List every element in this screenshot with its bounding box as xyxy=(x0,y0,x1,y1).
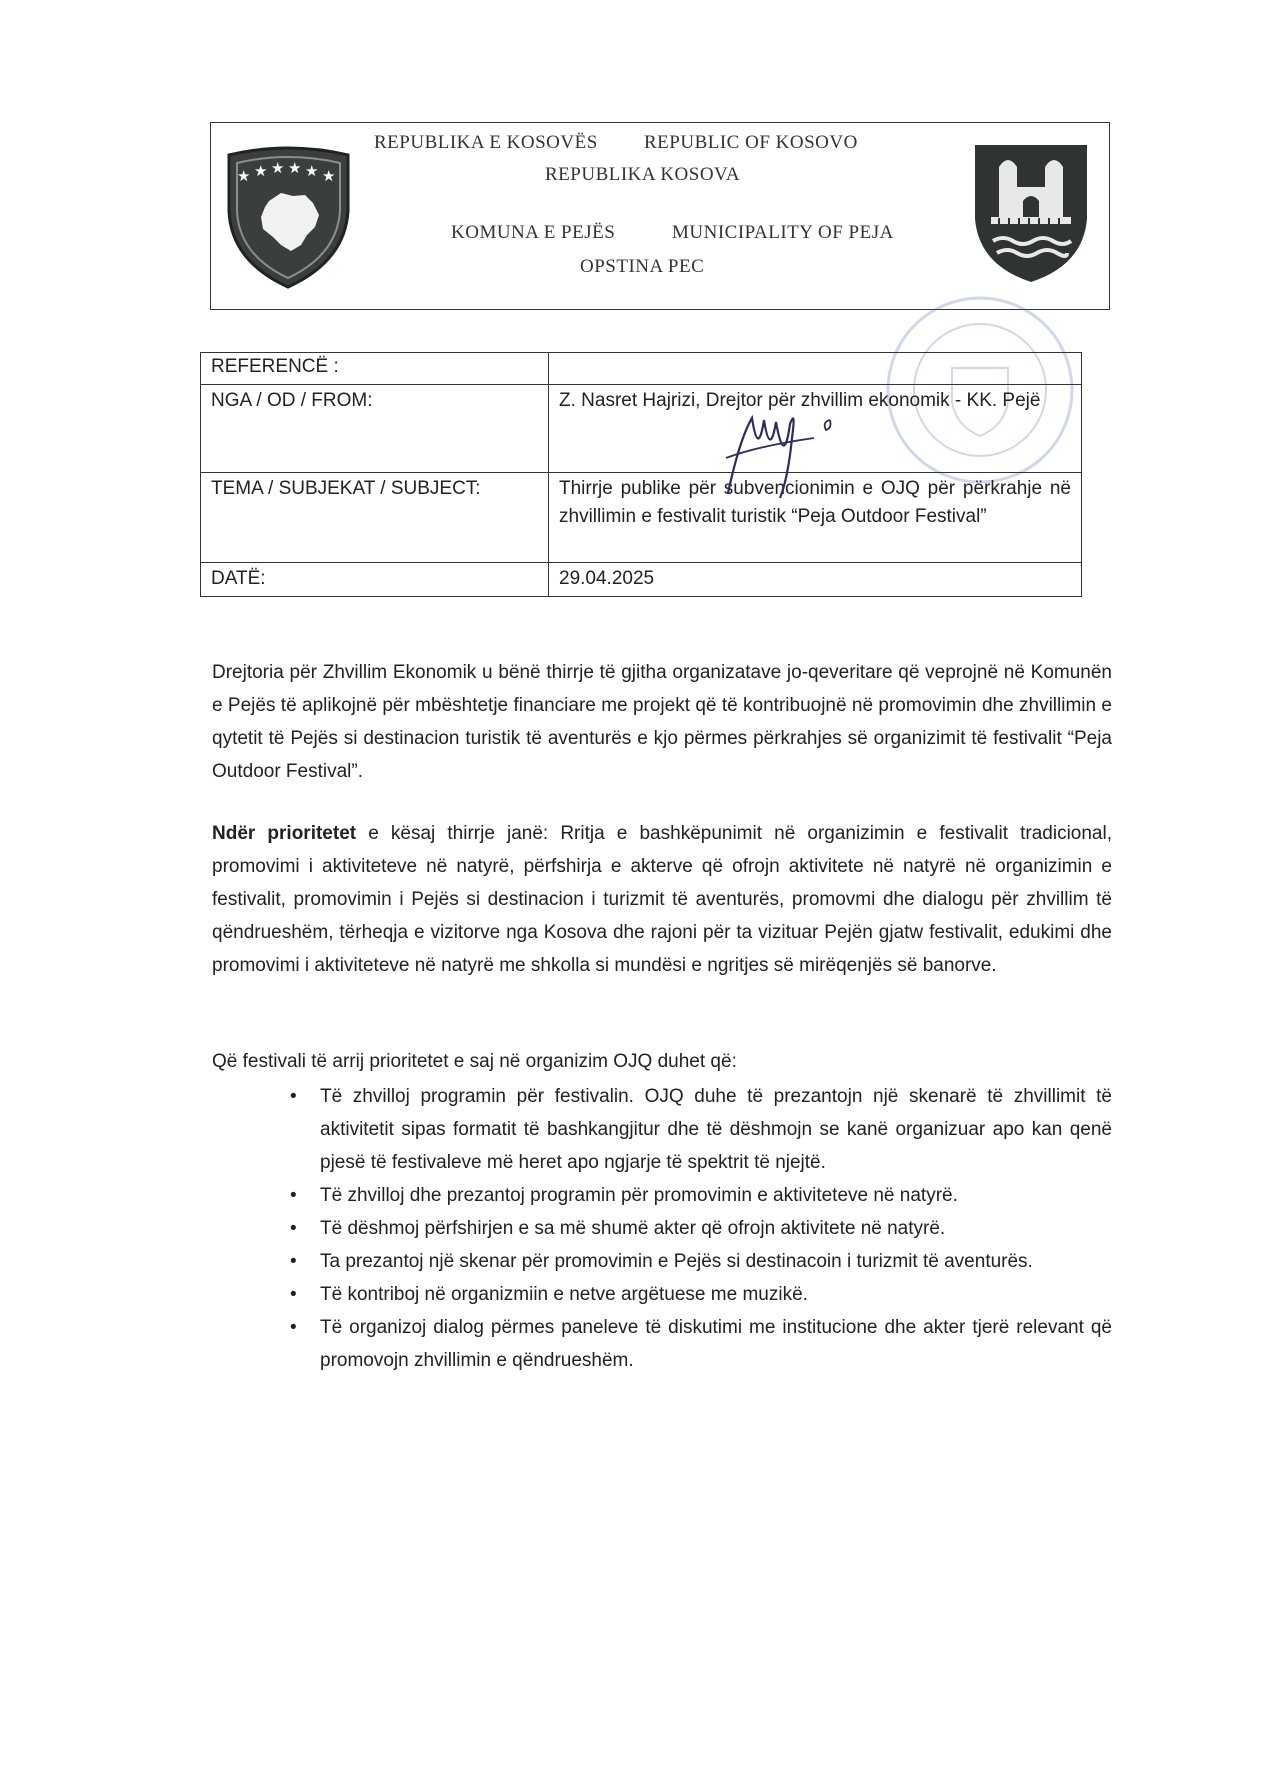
republic-name-serbian: REPUBLIKA KOSOVA xyxy=(545,164,741,185)
svg-text:★: ★ xyxy=(322,167,336,185)
list-item xyxy=(290,1278,1112,1311)
municipality-name-albanian: KOMUNA E PEJËS xyxy=(451,222,616,243)
list-item-text: Të kontriboj në organizmiin e netve argëtuese me muzikë. xyxy=(320,1284,808,1305)
list-item xyxy=(290,1311,1112,1377)
bullet-icon: • xyxy=(290,1251,297,1272)
priorities-heading: Ndër prioritetet xyxy=(212,823,357,844)
intro-paragraph: Drejtoria për Zhvillim Ekonomik u bënë thirrje të gjitha organizatave jo-qeveritare që veprojnë në Komunën e Pejës të aplikojnë për mbështetje financiare me projekt që të kontribuojnë në promovimin dhe zhvillimin e qytetit të Pejës si destinacion turistik të aventurës e kjo përmes përkrahjes së organizimit të festivalit “Peja Outdoor Festival”. xyxy=(212,662,1112,782)
priorities-paragraph xyxy=(212,817,1112,982)
from-value: Z. Nasret Hajrizi, Drejtor për zhvillim ekonomik - KK. Pejë xyxy=(549,385,1082,473)
svg-text:★: ★ xyxy=(305,162,319,180)
republic-name-english: REPUBLIC OF KOSOVO xyxy=(644,132,858,153)
bullet-icon: • xyxy=(290,1284,297,1305)
bullet-icon: • xyxy=(290,1086,297,1107)
kosovo-coat-of-arms-icon xyxy=(221,141,356,291)
svg-text:★: ★ xyxy=(237,167,251,185)
list-item xyxy=(290,1212,1112,1245)
date-label: DATË: xyxy=(201,563,549,597)
municipality-name-english: MUNICIPALITY OF PEJA xyxy=(672,222,894,243)
list-item xyxy=(290,1245,1112,1278)
table-row xyxy=(201,473,1082,563)
subject-value: Thirrje publike për subvencionimin e OJQ për përkrahje në zhvillimin e festivalit turistik “Peja Outdoor Festival” xyxy=(549,473,1082,563)
bullet-icon: • xyxy=(290,1317,297,1338)
subject-label: TEMA / SUBJEKAT / SUBJECT: xyxy=(201,473,549,563)
peja-coat-of-arms-icon xyxy=(971,141,1091,286)
municipality-name-serbian: OPSTINA PEC xyxy=(580,256,705,277)
list-item xyxy=(290,1179,1112,1212)
bullet-icon: • xyxy=(290,1185,297,1206)
list-item-text: Të dëshmoj përfshirjen e sa më shumë akter që ofrojn aktivitete në natyrë. xyxy=(320,1218,946,1239)
svg-text:★: ★ xyxy=(271,159,285,177)
priorities-text: e kësaj thirrje janë: Rritja e bashkëpunimit në organizimin e festivalit tradicional, promovimi i aktiviteteve në natyrë, përfshirja e akterve që ofrojn aktivitete në natyrë në organizimin e festivalit, promovimin i Pejës si destinacion i turizmit të aventurës, promovmi dhe dialogu për zhvillim të qëndrueshëm, tërheqja e vizitorve nga Kosova dhe rajoni për ta vizituar Pejën gjatw festivalit, edukimi dhe promovimi i aktiviteteve në natyrë me shkolla si mundësi e ngritjes së mirëqenjës së banorve. xyxy=(212,823,1112,976)
list-item-text: Të zhvilloj programin për festivalin. OJQ duhe të prezantojn një skenarë të zhvillimit të aktivitetit sipas formatit të bashkangjitur dhe të dëshmojn se kanë organizuar apo kan qenë pjesë të festivaleve më heret apo ngjarje të spektrit të njejtë. xyxy=(320,1086,1112,1173)
table-row xyxy=(201,385,1082,473)
date-value: 29.04.2025 xyxy=(549,563,1082,597)
bullet-icon: • xyxy=(290,1218,297,1239)
requirements-list xyxy=(290,1080,1112,1377)
republic-name-albanian: REPUBLIKA E KOSOVËS xyxy=(374,132,598,153)
list-item xyxy=(290,1080,1112,1179)
svg-text:★: ★ xyxy=(254,162,268,180)
from-label: NGA / OD / FROM: xyxy=(201,385,549,473)
reference-table xyxy=(200,352,1082,597)
list-item-text: Të organizoj dialog përmes paneleve të diskutimi me institucione dhe akter tjerë relevant që promovojn zhvillimin e qëndrueshëm. xyxy=(320,1317,1112,1371)
svg-text:★: ★ xyxy=(288,159,302,177)
reference-value xyxy=(549,353,1082,385)
table-row xyxy=(201,563,1082,597)
list-item-text: Të zhvilloj dhe prezantoj programin për promovimin e aktiviteteve në natyrë. xyxy=(320,1185,958,1206)
table-row xyxy=(201,353,1082,385)
requirements-intro: Që festivali të arrij prioritetet e saj në organizim OJQ duhet që: xyxy=(212,1051,737,1072)
reference-label: REFERENCË : xyxy=(201,353,549,385)
list-item-text: Ta prezantoj një skenar për promovimin e Pejës si destinacoin i turizmit të aventurës. xyxy=(320,1251,1033,1272)
letterhead xyxy=(210,122,1110,310)
